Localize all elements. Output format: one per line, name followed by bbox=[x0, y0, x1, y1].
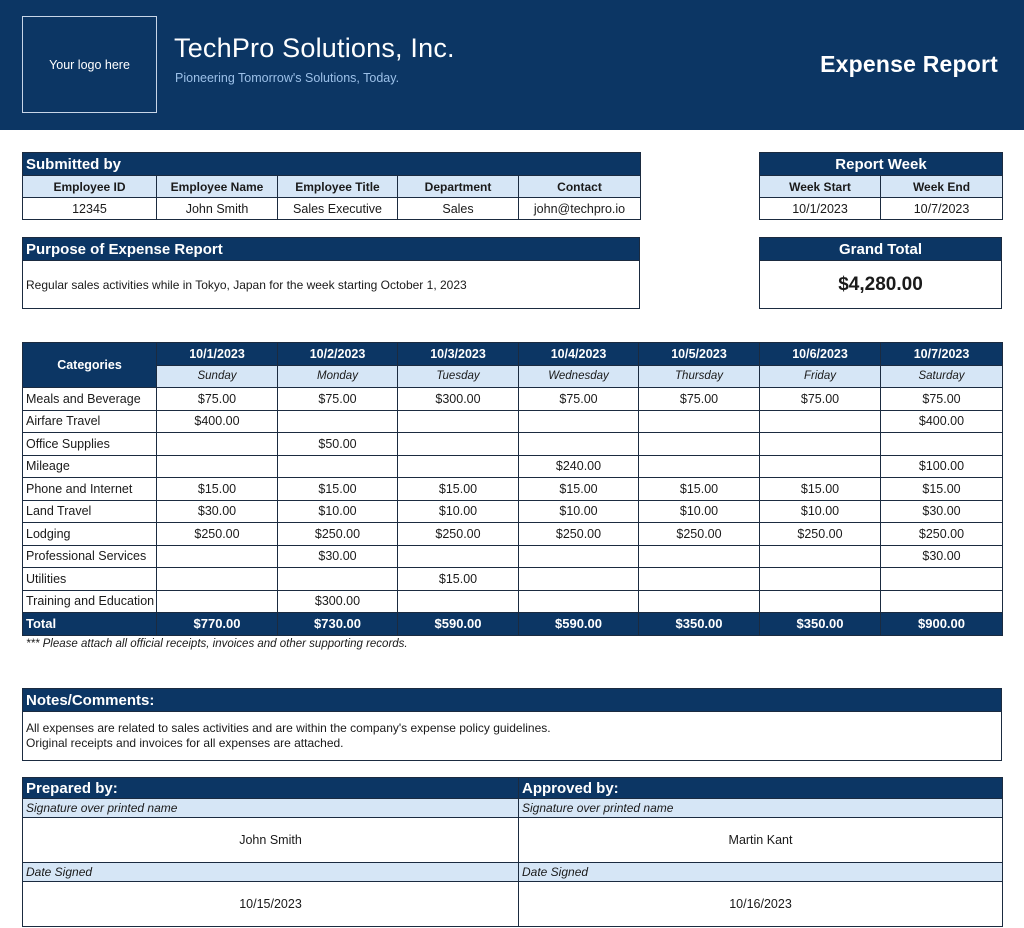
prepared-date-value[interactable]: 10/15/2023 bbox=[23, 882, 519, 927]
header-banner bbox=[0, 0, 1024, 130]
expense-row bbox=[23, 433, 1003, 456]
expense-amount-cell[interactable] bbox=[639, 545, 760, 568]
notes-table bbox=[22, 688, 1002, 761]
day-header: Thursday bbox=[639, 365, 760, 388]
employee-name-value[interactable]: John Smith bbox=[157, 198, 278, 220]
day-header: Sunday bbox=[157, 365, 278, 388]
week-start-header: Week Start bbox=[760, 176, 881, 198]
expense-amount-cell[interactable] bbox=[157, 455, 278, 478]
expense-amount-cell[interactable] bbox=[639, 433, 760, 456]
prepared-signature-label: Signature over printed name bbox=[23, 799, 519, 818]
expense-amount-cell[interactable] bbox=[639, 455, 760, 478]
expense-amount-cell[interactable] bbox=[760, 568, 881, 591]
expense-amount-cell[interactable]: $15.00 bbox=[278, 478, 398, 501]
expense-amount-cell[interactable] bbox=[881, 568, 1003, 591]
expense-amount-cell[interactable] bbox=[278, 455, 398, 478]
employee-title-value[interactable]: Sales Executive bbox=[278, 198, 398, 220]
date-header: 10/1/2023 bbox=[157, 343, 278, 366]
expense-row bbox=[23, 568, 1003, 591]
expense-amount-cell[interactable]: $100.00 bbox=[881, 455, 1003, 478]
prepared-by-title: Prepared by: bbox=[23, 778, 519, 799]
expense-amount-cell[interactable] bbox=[157, 590, 278, 613]
report-title: Expense Report bbox=[820, 51, 998, 77]
week-end-header: Week End bbox=[881, 176, 1003, 198]
expense-amount-cell[interactable]: $30.00 bbox=[881, 545, 1003, 568]
report-week-table bbox=[759, 152, 1003, 220]
total-amount: $900.00 bbox=[881, 613, 1003, 636]
date-header: 10/6/2023 bbox=[760, 343, 881, 366]
receipts-footnote: *** Please attach all official receipts, invoices and other supporting records. bbox=[26, 638, 408, 650]
expense-amount-cell[interactable] bbox=[760, 590, 881, 613]
notes-line-1: All expenses are related to sales activities and are within the company's expense policy guidelines. bbox=[26, 721, 551, 735]
total-amount: $590.00 bbox=[398, 613, 519, 636]
date-header: 10/7/2023 bbox=[881, 343, 1003, 366]
logo-placeholder bbox=[22, 16, 157, 113]
approved-date-value[interactable]: 10/16/2023 bbox=[519, 882, 1003, 927]
approved-by-title: Approved by: bbox=[519, 778, 1003, 799]
week-start-value[interactable]: 10/1/2023 bbox=[760, 198, 881, 220]
expense-amount-cell[interactable]: $300.00 bbox=[278, 590, 398, 613]
notes-title: Notes/Comments: bbox=[23, 689, 1002, 712]
total-amount: $350.00 bbox=[760, 613, 881, 636]
expense-amount-cell[interactable] bbox=[519, 410, 639, 433]
employee-id-header: Employee ID bbox=[23, 176, 157, 198]
expense-amount-cell[interactable]: $15.00 bbox=[639, 478, 760, 501]
week-end-value[interactable]: 10/7/2023 bbox=[881, 198, 1003, 220]
notes-line-2: Original receipts and invoices for all expenses are attached. bbox=[26, 736, 344, 750]
logo-text: Your logo here bbox=[49, 57, 130, 72]
expense-amount-cell[interactable]: $250.00 bbox=[639, 523, 760, 546]
expense-amount-cell[interactable] bbox=[760, 455, 881, 478]
expense-amount-cell[interactable] bbox=[760, 545, 881, 568]
expense-amount-cell[interactable]: $15.00 bbox=[760, 478, 881, 501]
total-amount: $350.00 bbox=[639, 613, 760, 636]
date-header: 10/4/2023 bbox=[519, 343, 639, 366]
employee-id-value[interactable]: 12345 bbox=[23, 198, 157, 220]
expense-amount-cell[interactable] bbox=[398, 545, 519, 568]
expense-amount-cell[interactable]: $10.00 bbox=[398, 500, 519, 523]
total-amount: $770.00 bbox=[157, 613, 278, 636]
date-header: 10/3/2023 bbox=[398, 343, 519, 366]
notes-body[interactable] bbox=[23, 712, 1002, 761]
expense-amount-cell[interactable]: $10.00 bbox=[519, 500, 639, 523]
purpose-text[interactable]: Regular sales activities while in Tokyo, Japan for the week starting October 1, 2023 bbox=[23, 261, 640, 309]
purpose-title: Purpose of Expense Report bbox=[23, 238, 640, 261]
submitted-by-table bbox=[22, 152, 641, 220]
day-header: Saturday bbox=[881, 365, 1003, 388]
department-value[interactable]: Sales bbox=[398, 198, 519, 220]
expense-amount-cell[interactable]: $250.00 bbox=[760, 523, 881, 546]
prepared-date-label: Date Signed bbox=[23, 863, 519, 882]
expense-category: Lodging bbox=[23, 523, 157, 546]
date-header: 10/5/2023 bbox=[639, 343, 760, 366]
expense-amount-cell[interactable] bbox=[157, 568, 278, 591]
expense-category: Professional Services bbox=[23, 545, 157, 568]
date-header: 10/2/2023 bbox=[278, 343, 398, 366]
expense-amount-cell[interactable]: $250.00 bbox=[278, 523, 398, 546]
expense-amount-cell[interactable] bbox=[639, 568, 760, 591]
grand-total-title: Grand Total bbox=[760, 238, 1002, 261]
expense-amount-cell[interactable]: $30.00 bbox=[157, 500, 278, 523]
expense-amount-cell[interactable]: $240.00 bbox=[519, 455, 639, 478]
day-header: Tuesday bbox=[398, 365, 519, 388]
expense-amount-cell[interactable] bbox=[398, 455, 519, 478]
expense-row bbox=[23, 545, 1003, 568]
expense-category: Training and Education bbox=[23, 590, 157, 613]
expense-row bbox=[23, 455, 1003, 478]
expense-amount-cell[interactable] bbox=[519, 568, 639, 591]
expense-amount-cell[interactable] bbox=[639, 410, 760, 433]
expense-category: Land Travel bbox=[23, 500, 157, 523]
grand-total-value: $4,280.00 bbox=[760, 261, 1002, 309]
expense-amount-cell[interactable] bbox=[519, 590, 639, 613]
company-name: TechPro Solutions, Inc. bbox=[174, 33, 455, 63]
expense-amount-cell[interactable]: $10.00 bbox=[639, 500, 760, 523]
expense-category: Airfare Travel bbox=[23, 410, 157, 433]
expense-row bbox=[23, 590, 1003, 613]
employee-name-header: Employee Name bbox=[157, 176, 278, 198]
expense-amount-cell[interactable]: $75.00 bbox=[881, 388, 1003, 411]
expense-category: Office Supplies bbox=[23, 433, 157, 456]
signoff-table bbox=[22, 777, 1003, 927]
expense-amount-cell[interactable]: $75.00 bbox=[519, 388, 639, 411]
expense-amount-cell[interactable]: $250.00 bbox=[881, 523, 1003, 546]
expenses-table bbox=[22, 342, 1003, 636]
expense-amount-cell[interactable] bbox=[519, 545, 639, 568]
expense-amount-cell[interactable] bbox=[881, 590, 1003, 613]
expense-category: Phone and Internet bbox=[23, 478, 157, 501]
prepared-by-name[interactable]: John Smith bbox=[23, 818, 519, 863]
expense-amount-cell[interactable]: $400.00 bbox=[881, 410, 1003, 433]
expense-amount-cell[interactable]: $30.00 bbox=[278, 545, 398, 568]
submitted-by-title: Submitted by bbox=[23, 153, 641, 176]
grand-total-table bbox=[759, 237, 1002, 309]
total-row bbox=[23, 613, 1003, 636]
expense-amount-cell[interactable]: $75.00 bbox=[639, 388, 760, 411]
expense-amount-cell[interactable]: $15.00 bbox=[157, 478, 278, 501]
expense-amount-cell[interactable]: $300.00 bbox=[398, 388, 519, 411]
expense-amount-cell[interactable]: $250.00 bbox=[157, 523, 278, 546]
expense-row bbox=[23, 500, 1003, 523]
contact-value[interactable]: john@techpro.io bbox=[519, 198, 641, 220]
approved-signature-label: Signature over printed name bbox=[519, 799, 1003, 818]
expense-amount-cell[interactable] bbox=[760, 410, 881, 433]
expense-row bbox=[23, 388, 1003, 411]
categories-header: Categories bbox=[23, 343, 157, 388]
expense-amount-cell[interactable] bbox=[639, 590, 760, 613]
company-tagline: Pioneering Tomorrow's Solutions, Today. bbox=[175, 71, 400, 85]
expense-row bbox=[23, 478, 1003, 501]
expense-amount-cell[interactable]: $15.00 bbox=[398, 568, 519, 591]
total-label: Total bbox=[23, 613, 157, 636]
expense-category: Utilities bbox=[23, 568, 157, 591]
day-header: Wednesday bbox=[519, 365, 639, 388]
day-header: Friday bbox=[760, 365, 881, 388]
total-amount: $730.00 bbox=[278, 613, 398, 636]
contact-header: Contact bbox=[519, 176, 641, 198]
report-week-title: Report Week bbox=[760, 153, 1003, 176]
expense-rows bbox=[23, 388, 1003, 613]
expense-amount-cell[interactable]: $15.00 bbox=[519, 478, 639, 501]
approved-by-name[interactable]: Martin Kant bbox=[519, 818, 1003, 863]
expense-amount-cell[interactable]: $30.00 bbox=[881, 500, 1003, 523]
department-header: Department bbox=[398, 176, 519, 198]
expense-amount-cell[interactable]: $250.00 bbox=[398, 523, 519, 546]
expense-category: Meals and Beverage bbox=[23, 388, 157, 411]
expense-category: Mileage bbox=[23, 455, 157, 478]
purpose-table bbox=[22, 237, 640, 309]
expense-amount-cell[interactable]: $75.00 bbox=[278, 388, 398, 411]
expense-amount-cell[interactable] bbox=[278, 410, 398, 433]
total-amount: $590.00 bbox=[519, 613, 639, 636]
expense-amount-cell[interactable] bbox=[881, 433, 1003, 456]
expense-amount-cell[interactable]: $50.00 bbox=[278, 433, 398, 456]
expense-amount-cell[interactable]: $10.00 bbox=[278, 500, 398, 523]
expense-amount-cell[interactable] bbox=[519, 433, 639, 456]
expense-amount-cell[interactable]: $15.00 bbox=[881, 478, 1003, 501]
expense-amount-cell[interactable] bbox=[398, 590, 519, 613]
expense-amount-cell[interactable] bbox=[398, 433, 519, 456]
expense-row bbox=[23, 523, 1003, 546]
expense-amount-cell[interactable] bbox=[157, 433, 278, 456]
expense-amount-cell[interactable] bbox=[157, 545, 278, 568]
expense-amount-cell[interactable] bbox=[760, 433, 881, 456]
approved-date-label: Date Signed bbox=[519, 863, 1003, 882]
day-header: Monday bbox=[278, 365, 398, 388]
expense-amount-cell[interactable]: $75.00 bbox=[157, 388, 278, 411]
expense-amount-cell[interactable]: $250.00 bbox=[519, 523, 639, 546]
expense-amount-cell[interactable] bbox=[278, 568, 398, 591]
expense-amount-cell[interactable]: $15.00 bbox=[398, 478, 519, 501]
expense-row bbox=[23, 410, 1003, 433]
expense-amount-cell[interactable]: $400.00 bbox=[157, 410, 278, 433]
employee-title-header: Employee Title bbox=[278, 176, 398, 198]
expense-amount-cell[interactable]: $10.00 bbox=[760, 500, 881, 523]
expense-amount-cell[interactable] bbox=[398, 410, 519, 433]
expense-amount-cell[interactable]: $75.00 bbox=[760, 388, 881, 411]
